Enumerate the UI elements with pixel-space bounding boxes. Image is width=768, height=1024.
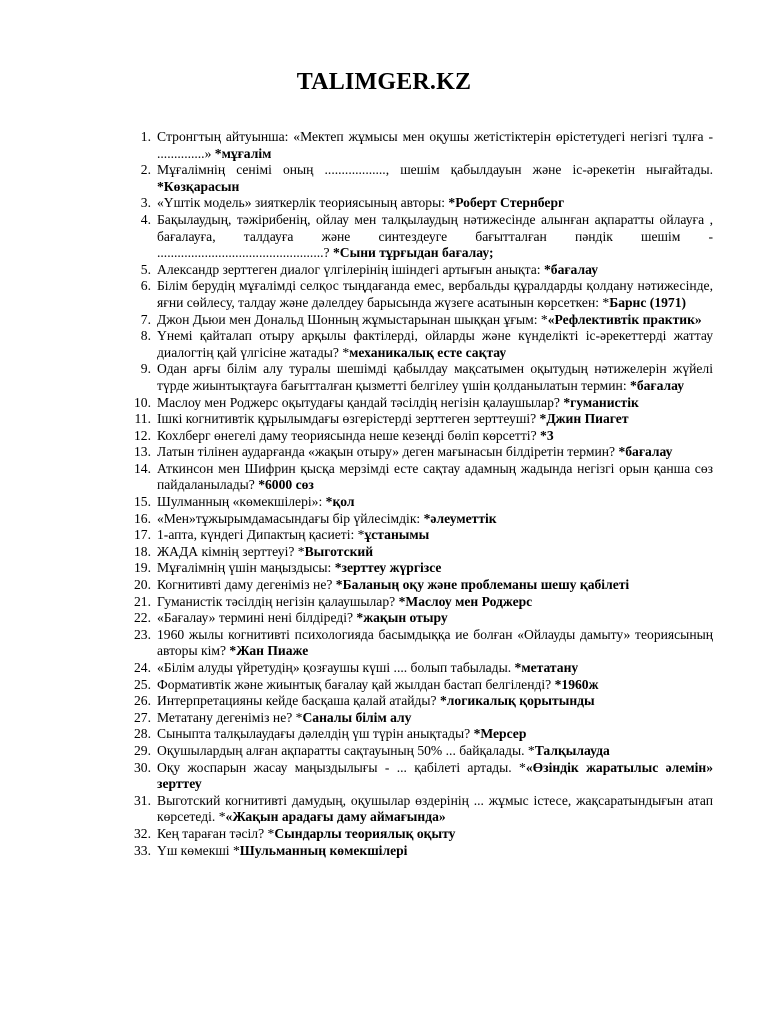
question-text: Сыныпта талқылаудағы дәлелдің үш түрін анықтады? (157, 726, 474, 742)
item-number: 18. (134, 543, 151, 559)
answer-text: *бағалау (618, 444, 673, 460)
question-text: «Мен»тұжырымдамасындағы бір үйлесімдік: (157, 510, 424, 526)
answer-text: *Баланың оқу және проблеманы шешу қабілеті (335, 577, 630, 593)
list-item (126, 129, 713, 162)
list-item (126, 262, 713, 279)
item-number: 24. (134, 660, 151, 675)
answer-text: *Мерсер (473, 726, 527, 742)
list-item (126, 627, 713, 660)
answer-text: *метатану (514, 660, 579, 675)
question-text: Метатану дегеніміз не? * (157, 709, 303, 725)
question-text: Джон Дьюи мен Дональд Шонның жұмыстарынан шыққан ұғым: * (157, 311, 548, 327)
answer-text: *логикалық қорытынды (440, 693, 595, 709)
question-text: «Бағалау» термині нені білдіреді? (157, 610, 357, 626)
list-item (126, 527, 713, 544)
question-text: Үнемі қайталап отыру арқылы фактілерді, ойларды және күнделікті іс-әрекеттерді жаттау диалогтің қай үлгісіне жатады? * (157, 328, 713, 360)
list-item (126, 312, 713, 329)
question-text: Когнитивті даму дегеніміз не? (157, 577, 336, 593)
list-item (126, 428, 713, 445)
list-item (126, 743, 713, 760)
list-item (126, 411, 713, 428)
question-text: Бақылаудың, тәжірибенің, ойлау мен талқылаудың нәтижесінде алынған ақпаратты ойлауға , бағалауға, талдауға және синтездеуге бағытталған пәндік шешім - .................................................? (157, 211, 713, 261)
item-number: 32. (134, 825, 151, 841)
answer-text: *әлеуметтік (423, 510, 497, 526)
answer-text: *зерттеу жүргізсе (334, 560, 442, 576)
item-number: 16. (134, 510, 151, 526)
item-number: 30. (134, 759, 151, 775)
list-item (126, 560, 713, 577)
list-item (126, 494, 713, 511)
question-text: «Білім алуды үйретудің» қозғаушы күші .... болып табылады. (157, 660, 515, 675)
page-title: TALIMGER.KZ (296, 69, 472, 95)
answer-text: *Жан Пиаже (229, 643, 309, 659)
item-number: 33. (134, 842, 151, 858)
item-number: 6. (140, 278, 151, 294)
answer-text: Барнс (1971) (609, 294, 687, 310)
question-text: Кең тараған тәсіл? * (157, 825, 275, 841)
item-number: 11. (134, 411, 151, 427)
list-item (126, 195, 713, 212)
question-text: Cтронгтың айтуынша: «Мектеп жұмысы мен оқушы жетістіктерін өрістетудегі негізгі тұлға - ..............» (157, 129, 713, 161)
list-item (126, 544, 713, 561)
item-number: 19. (134, 560, 151, 576)
item-number: 2. (140, 162, 151, 178)
question-text: Выготский когнитивті дамудың, оқушылар өздерінің ... жұмыс істесе, жақсаратындығын атап көрсетеді. * (157, 792, 713, 825)
question-text: Формативтік және жиынтық бағалау қай жылдан бастап белгіленді? (157, 676, 555, 692)
answer-text: «Өзіндік жаратылыс әлемін» зерттеу (157, 759, 714, 792)
item-number: 3. (140, 195, 151, 211)
answer-text: *3 (540, 427, 554, 443)
list-item (126, 212, 713, 262)
question-text: Аткинсон мен Шифрин қысқа мерзімді есте сақтау адамның жадында негізгі орын қанша сөз пайдаланылады? (157, 460, 713, 493)
item-number: 13. (134, 444, 151, 460)
question-text: Латын тілінен аударғанда «жақын отыру» деген мағынасын білдіретін термин? (157, 444, 619, 460)
item-number: 25. (134, 676, 151, 692)
answer-text: *Маслоу мен Роджерс (398, 593, 533, 609)
question-text: ЖАДА кімнің зерттеуі? * (157, 543, 305, 559)
answer-text: *гуманистік (563, 394, 639, 410)
answer-text: «Жақын арадағы даму аймағында» (225, 809, 446, 825)
list-item (126, 793, 713, 826)
question-text: Одан арғы білім алу туралы шешімді қабылдау мақсатымен оқытудың нәтижелерін жүйелі түрде жиынтықтауға бағытталған қызметті белгілеу үшін қолданылатын термин: (157, 361, 713, 393)
list-item (126, 328, 713, 361)
list-item (126, 511, 713, 528)
question-text: 1-апта, күндегі Дипактың қасиеті: * (157, 527, 365, 543)
question-text: Кохлберг өнегелі даму теориясында неше кезеңді бөліп көрсетті? (157, 427, 541, 443)
item-number: 14. (134, 460, 151, 476)
item-number: 23. (134, 626, 151, 642)
question-text: Мұғалімнің үшін маңыздысы: (157, 560, 335, 576)
item-number: 27. (134, 709, 151, 725)
list-item (126, 710, 713, 727)
list-item (126, 610, 713, 627)
answer-text: Выготский (304, 543, 374, 559)
answer-text: «Рефлективтік практик» (547, 311, 702, 327)
question-text: 1960 жылы когнитивті психологияда басымдыққа ие болған «Ойлауды дамыту» теориясының авторы кім? (157, 626, 713, 659)
answer-text: *бағалау (543, 261, 598, 277)
item-number: 1. (140, 129, 151, 144)
answer-text: *қол (325, 494, 355, 510)
question-text: Маслоу мен Роджерс оқытудағы қандай тәсілдің негізін қалаушылар? (157, 394, 564, 410)
question-text: Мұғалімнің сенімі оның .................., шешім қабылдауын және іс-әрекетін нығайтады. (157, 162, 713, 178)
question-list (126, 129, 713, 859)
list-item (126, 693, 713, 710)
answer-text: *мұғалім (214, 145, 272, 161)
answer-text: *Көзқарасын (157, 178, 240, 194)
list-item (126, 395, 713, 412)
item-number: 5. (140, 261, 151, 277)
list-item (126, 162, 713, 195)
list-item (126, 594, 713, 611)
list-item (126, 726, 713, 743)
item-number: 9. (140, 361, 151, 377)
answer-text: *бағалау (630, 377, 685, 393)
question-text: Үш көмекші * (157, 842, 240, 858)
list-item (126, 760, 713, 793)
answer-text: ұстанымы (364, 527, 430, 543)
answer-text: Саналы білім алу (302, 709, 412, 725)
answer-text: *Сыни тұрғыдан бағалау; (332, 245, 494, 261)
question-text: Шулманның «көмекшілері»: (157, 494, 326, 510)
question-text: «Үштік модель» зияткерлік теориясының авторы: (157, 195, 449, 211)
item-number: 10. (134, 394, 151, 410)
item-number: 20. (134, 577, 151, 593)
answer-text: *6000 сөз (258, 477, 314, 493)
item-number: 28. (134, 726, 151, 742)
question-text: Интерпретацияны кейде басқаша қалай атайды? (157, 693, 440, 709)
answer-text: механикалық есте сақтау (349, 344, 507, 360)
question-text: Ішкі когнитивтік құрылымдағы өзгерістерді зерттеген зерттеуші? (157, 411, 540, 427)
answer-text: *Роберт Стернберг (448, 195, 565, 211)
answer-text: Талқылауда (534, 742, 610, 758)
item-number: 26. (134, 693, 151, 709)
list-item (126, 278, 713, 311)
answer-text: *1960ж (554, 676, 599, 692)
question-text: Оқу жоспарын жасау маңыздылығы - ... қабілеті артады. * (157, 759, 526, 775)
list-item (126, 444, 713, 461)
item-number: 21. (134, 593, 151, 609)
item-number: 4. (140, 211, 151, 227)
list-item (126, 677, 713, 694)
item-number: 31. (134, 792, 151, 808)
list-item (126, 461, 713, 494)
answer-text: Шульманның көмекшілері (239, 842, 408, 858)
item-number: 7. (140, 311, 151, 327)
item-number: 8. (140, 328, 151, 344)
answer-text: *жақын отыру (356, 610, 448, 626)
question-text: Білім берудің мұғалімді селқос тыңдағанда емес, вербальды құралдарды қолдану нәтижесінде, яғни сөйлесу, талдау және дәлелдеу барысында жүзеге асатынын көрсеткен: * (157, 278, 713, 310)
item-number: 15. (134, 494, 151, 510)
item-number: 12. (134, 427, 151, 443)
item-number: 22. (134, 610, 151, 626)
list-item (126, 577, 713, 594)
item-number: 17. (134, 527, 151, 543)
answer-text: Сындарлы теориялық оқыту (274, 825, 456, 841)
item-number: 29. (134, 742, 151, 758)
question-text: Александр зерттеген диалог үлгілерінің ішіндегі артығын анықта: (157, 261, 544, 277)
list-item (126, 660, 713, 677)
list-item (126, 843, 713, 860)
list-item (126, 826, 713, 843)
question-text: Гуманистік тәсілдің негізін қалаушылар? (157, 593, 399, 609)
answer-text: *Джин Пиагет (539, 411, 629, 427)
list-item (126, 361, 713, 394)
question-text: Оқушылардың алған ақпаратты сақтауының 50% ... байқалады. * (157, 742, 535, 758)
